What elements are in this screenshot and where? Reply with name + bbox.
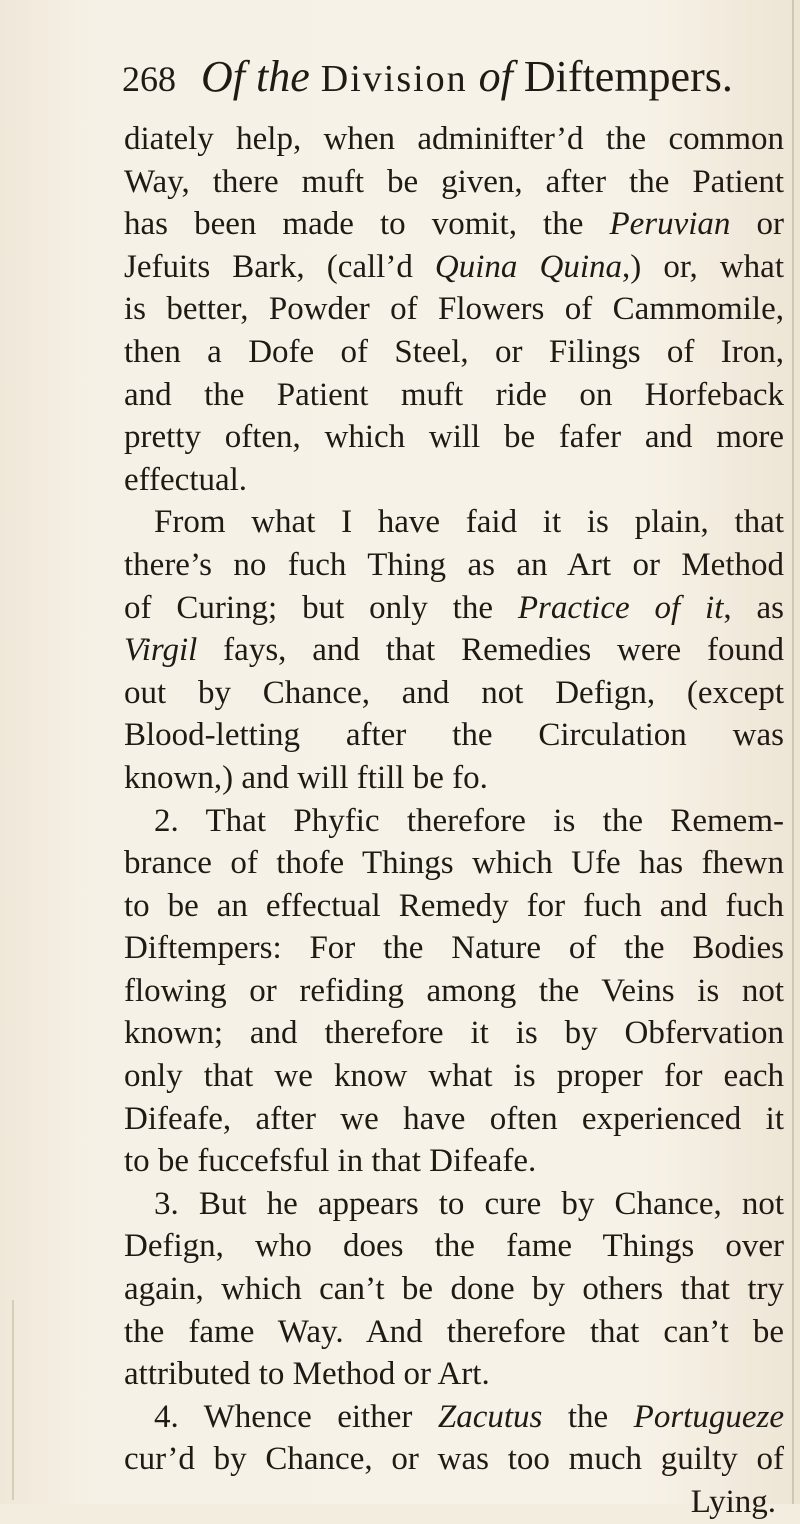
text-segment: pretty often, which will be fafer and more [124,419,784,456]
body-text [124,118,784,1524]
text-segment: and the Patient muft ride on Horfeback [124,376,784,413]
text-line [124,587,784,630]
text-segment: Defign, who does the fame Things over [124,1228,784,1265]
text-line [124,203,784,246]
text-segment: the [542,1398,634,1435]
text-line [124,501,784,544]
text-segment: again, which can’t be done by others that try [124,1271,784,1308]
text-segment: to be fuccefsful in that Difeafe. [124,1143,537,1180]
text-segment: Way, there muft be given, after the Patient [124,163,784,200]
italic-text: Virgil [124,632,198,669]
text-line [124,800,784,843]
text-line [124,885,784,928]
text-line [124,757,784,800]
text-line [124,459,784,502]
text-line [124,1396,784,1439]
text-segment: Blood-letting after the Circulation was [124,717,784,754]
page-edge-left [12,1300,14,1500]
italic-text: Zacutus [437,1398,543,1435]
text-segment: attributed to Method or Art. [124,1356,490,1393]
text-line [124,970,784,1013]
header-of-the: Of the [201,52,310,101]
text-line [124,927,784,970]
text-segment: 2. That Phyfic therefore is the Remem- [154,802,784,839]
text-line [124,1311,784,1354]
header-main-title: Diftempers. [523,52,733,101]
page-edge-right [792,0,794,1504]
text-segment: only that we know what is proper for each [124,1058,784,1095]
page-number: 268 [122,59,176,99]
text-segment: then a Dofe of Steel, or Filings of Iron, [124,333,784,370]
text-segment: fays, and that Remedies were found [197,632,784,669]
text-segment: Difeafe, after we have often experienced it [124,1100,784,1137]
header-of: of [478,52,513,101]
text-line [124,416,784,459]
text-line [124,1098,784,1141]
text-segment: to be an effectual Remedy for fuch and fuch [124,887,784,924]
text-line [124,246,784,289]
text-line [124,1140,784,1183]
text-segment: known,) and will ftill be fo. [124,759,488,796]
text-line [124,1183,784,1226]
text-line [124,672,784,715]
text-line [124,331,784,374]
text-segment: cur’d by Chance, or was too much guilty of [124,1441,784,1478]
text-line [124,714,784,757]
text-line [124,374,784,417]
text-segment: Diftempers: For the Nature of the Bodies [124,930,784,967]
text-segment: has been made to vomit, the [124,206,610,243]
text-segment: 3. But he appears to cure by Chance, not [154,1185,784,1222]
text-line [124,1012,784,1055]
text-segment: brance of thofe Things which Ufe has fhewn [124,845,784,882]
text-segment: the fame Way. And therefore that can’t be [124,1313,784,1350]
text-line [124,629,784,672]
text-line [124,842,784,885]
text-segment: Jefuits Bark, (call’d [124,248,435,285]
italic-text: Portugueze [633,1398,784,1435]
italic-text: Practice of it [517,589,724,626]
text-segment: 4. Whence either [154,1398,438,1435]
text-line [124,1268,784,1311]
running-header [122,42,782,112]
text-segment: there’s no fuch Thing as an Art or Method [124,546,784,583]
text-line [124,544,784,587]
text-segment: Lying. [690,1484,776,1520]
text-line [124,1481,784,1524]
text-line [124,288,784,331]
text-segment: , as [723,589,784,626]
text-segment: is better, Powder of Flowers of Cammomile, [124,291,784,328]
text-line [124,1225,784,1268]
text-segment: effectual. [124,461,248,498]
text-segment: of Curing; but only the [124,589,518,626]
text-line [124,1353,784,1396]
text-line [124,118,784,161]
text-segment: flowing or refiding among the Veins is not [124,972,784,1009]
text-segment: out by Chance, and not Defign, (except [124,674,784,711]
text-line [124,1055,784,1098]
italic-text: Quina Quina [434,248,623,285]
text-segment: From what I have faid it is plain, that [154,504,784,541]
header-division: Division [320,58,468,100]
italic-text: Peruvian [609,206,731,243]
text-line [124,1438,784,1481]
text-segment: or [730,206,784,243]
text-segment: ,) or, what [622,248,784,285]
text-segment: diately help, when adminifter’d the common [124,121,784,157]
text-segment: known; and therefore it is by Obfervation [124,1015,784,1052]
text-line [124,161,784,204]
